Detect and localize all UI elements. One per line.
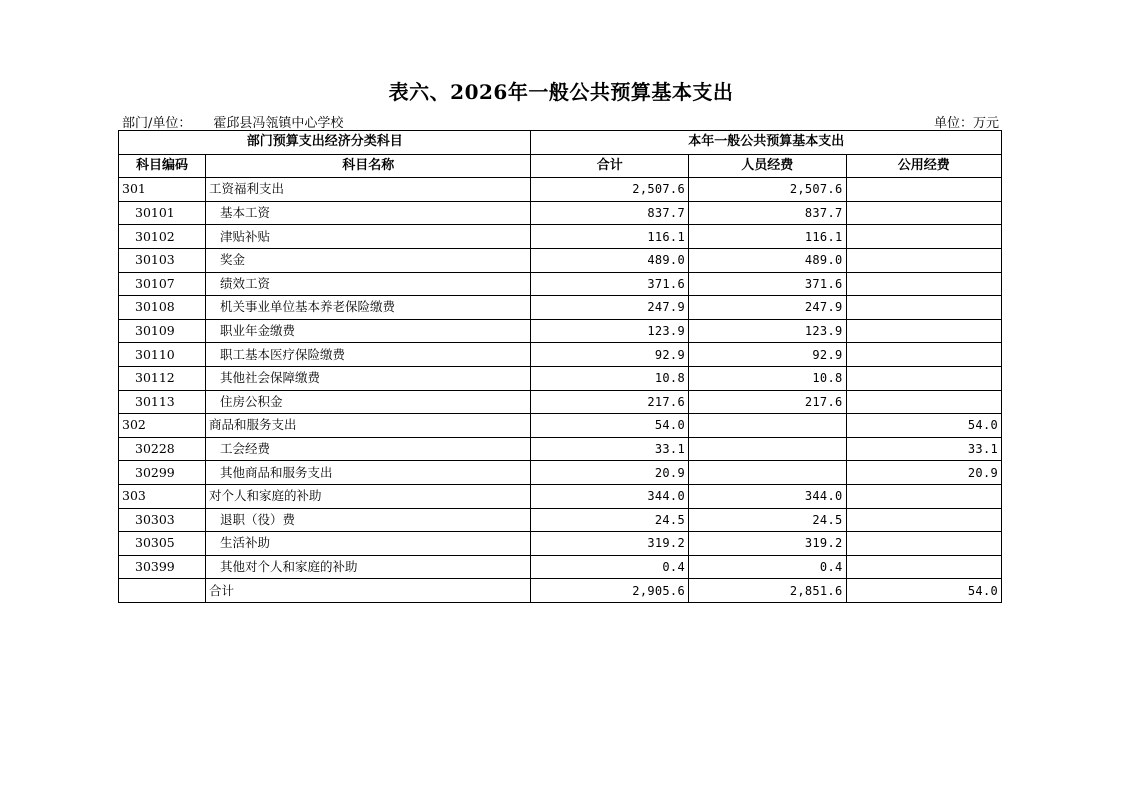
cell-name: 商品和服务支出 bbox=[206, 414, 531, 438]
cell-staff: 489.0 bbox=[688, 248, 846, 272]
cell-code: 30112 bbox=[119, 366, 206, 390]
department-name: 霍邱县冯瓴镇中心学校 bbox=[213, 116, 344, 131]
table-row bbox=[119, 201, 1002, 225]
cell-code: 30113 bbox=[119, 390, 206, 414]
cell-code: 30103 bbox=[119, 248, 206, 272]
cell-name: 工资福利支出 bbox=[206, 178, 531, 202]
table-row bbox=[119, 437, 1002, 461]
cell-total: 123.9 bbox=[531, 319, 689, 343]
cell-staff: 2,851.6 bbox=[688, 579, 846, 603]
table-row bbox=[119, 248, 1002, 272]
total-label: 合计 bbox=[206, 579, 531, 603]
table-row bbox=[119, 272, 1002, 296]
cell-total: 371.6 bbox=[531, 272, 689, 296]
cell-staff bbox=[688, 437, 846, 461]
header-name: 科目名称 bbox=[206, 154, 531, 178]
cell-staff: 123.9 bbox=[688, 319, 846, 343]
table-row bbox=[119, 178, 1002, 202]
cell-public bbox=[846, 272, 1002, 296]
cell-total: 33.1 bbox=[531, 437, 689, 461]
table-row bbox=[119, 343, 1002, 367]
cell-name: 工会经费 bbox=[206, 437, 531, 461]
cell-code: 302 bbox=[119, 414, 206, 438]
department-info bbox=[122, 112, 343, 131]
cell-total: 2,905.6 bbox=[531, 579, 689, 603]
cell-staff: 319.2 bbox=[688, 532, 846, 556]
cell-public: 20.9 bbox=[846, 461, 1002, 485]
cell-code: 30101 bbox=[119, 201, 206, 225]
cell-name: 基本工资 bbox=[206, 201, 531, 225]
table-row bbox=[119, 461, 1002, 485]
cell-public bbox=[846, 225, 1002, 249]
cell-total: 837.7 bbox=[531, 201, 689, 225]
cell-name: 机关事业单位基本养老保险缴费 bbox=[206, 296, 531, 320]
cell-total: 0.4 bbox=[531, 555, 689, 579]
cell-name: 其他商品和服务支出 bbox=[206, 461, 531, 485]
cell-staff: 24.5 bbox=[688, 508, 846, 532]
cell-name: 绩效工资 bbox=[206, 272, 531, 296]
cell-total: 20.9 bbox=[531, 461, 689, 485]
cell-code: 30299 bbox=[119, 461, 206, 485]
cell-total: 54.0 bbox=[531, 414, 689, 438]
cell-name: 住房公积金 bbox=[206, 390, 531, 414]
cell-public bbox=[846, 343, 1002, 367]
cell-code: 30102 bbox=[119, 225, 206, 249]
cell-public bbox=[846, 296, 1002, 320]
cell-total: 92.9 bbox=[531, 343, 689, 367]
cell-staff: 10.8 bbox=[688, 366, 846, 390]
header-column-row bbox=[119, 154, 1002, 178]
cell-code: 301 bbox=[119, 178, 206, 202]
cell-staff: 247.9 bbox=[688, 296, 846, 320]
table-row bbox=[119, 296, 1002, 320]
cell-staff: 837.7 bbox=[688, 201, 846, 225]
table-row bbox=[119, 414, 1002, 438]
cell-code: 303 bbox=[119, 484, 206, 508]
cell-staff: 371.6 bbox=[688, 272, 846, 296]
table-row bbox=[119, 508, 1002, 532]
header-group-expenditure: 本年一般公共预算基本支出 bbox=[531, 131, 1002, 155]
budget-table bbox=[118, 130, 1002, 603]
header-public: 公用经费 bbox=[846, 154, 1002, 178]
cell-code: 30303 bbox=[119, 508, 206, 532]
cell-staff: 344.0 bbox=[688, 484, 846, 508]
cell-code: 30305 bbox=[119, 532, 206, 556]
cell-name: 生活补助 bbox=[206, 532, 531, 556]
unit-label: 单位：万元 bbox=[934, 116, 1000, 131]
page-title: 表六、2026年一般公共预算基本支出 bbox=[388, 80, 734, 104]
cell-total: 24.5 bbox=[531, 508, 689, 532]
cell-total: 10.8 bbox=[531, 366, 689, 390]
cell-public bbox=[846, 555, 1002, 579]
cell-public bbox=[846, 319, 1002, 343]
cell-total: 217.6 bbox=[531, 390, 689, 414]
cell-total: 489.0 bbox=[531, 248, 689, 272]
cell-name: 津贴补贴 bbox=[206, 225, 531, 249]
table-row bbox=[119, 390, 1002, 414]
cell-public: 54.0 bbox=[846, 414, 1002, 438]
cell-code: 30228 bbox=[119, 437, 206, 461]
cell-code: 30107 bbox=[119, 272, 206, 296]
cell-public: 54.0 bbox=[846, 579, 1002, 603]
cell-name: 职业年金缴费 bbox=[206, 319, 531, 343]
cell-name: 职工基本医疗保险缴费 bbox=[206, 343, 531, 367]
cell-total: 116.1 bbox=[531, 225, 689, 249]
total-row bbox=[119, 579, 1002, 603]
cell-public bbox=[846, 248, 1002, 272]
cell-staff: 116.1 bbox=[688, 225, 846, 249]
header-total: 合计 bbox=[531, 154, 689, 178]
cell-total: 247.9 bbox=[531, 296, 689, 320]
cell-name: 其他社会保障缴费 bbox=[206, 366, 531, 390]
table-row bbox=[119, 555, 1002, 579]
table-row bbox=[119, 484, 1002, 508]
table-row bbox=[119, 319, 1002, 343]
cell-staff: 2,507.6 bbox=[688, 178, 846, 202]
cell-total: 2,507.6 bbox=[531, 178, 689, 202]
cell-total: 344.0 bbox=[531, 484, 689, 508]
cell-staff: 217.6 bbox=[688, 390, 846, 414]
header-group-row bbox=[119, 131, 1002, 155]
table-row bbox=[119, 532, 1002, 556]
table-body bbox=[119, 178, 1002, 603]
cell-name: 对个人和家庭的补助 bbox=[206, 484, 531, 508]
cell-public bbox=[846, 201, 1002, 225]
cell-code: 30110 bbox=[119, 343, 206, 367]
cell-public bbox=[846, 532, 1002, 556]
table-row bbox=[119, 225, 1002, 249]
cell-code: 30109 bbox=[119, 319, 206, 343]
cell-public bbox=[846, 508, 1002, 532]
table-row bbox=[119, 366, 1002, 390]
cell-public bbox=[846, 178, 1002, 202]
cell-code: 30399 bbox=[119, 555, 206, 579]
cell-public bbox=[846, 366, 1002, 390]
department-label: 部门/单位： bbox=[122, 116, 192, 131]
cell-code bbox=[119, 579, 206, 603]
cell-public bbox=[846, 484, 1002, 508]
cell-name: 其他对个人和家庭的补助 bbox=[206, 555, 531, 579]
cell-staff bbox=[688, 414, 846, 438]
cell-name: 奖金 bbox=[206, 248, 531, 272]
cell-code: 30108 bbox=[119, 296, 206, 320]
cell-staff bbox=[688, 461, 846, 485]
cell-public: 33.1 bbox=[846, 437, 1002, 461]
header-code: 科目编码 bbox=[119, 154, 206, 178]
cell-total: 319.2 bbox=[531, 532, 689, 556]
header-staff: 人员经费 bbox=[688, 154, 846, 178]
header-group-classification: 部门预算支出经济分类科目 bbox=[119, 131, 531, 155]
cell-public bbox=[846, 390, 1002, 414]
cell-staff: 92.9 bbox=[688, 343, 846, 367]
cell-name: 退职（役）费 bbox=[206, 508, 531, 532]
cell-staff: 0.4 bbox=[688, 555, 846, 579]
